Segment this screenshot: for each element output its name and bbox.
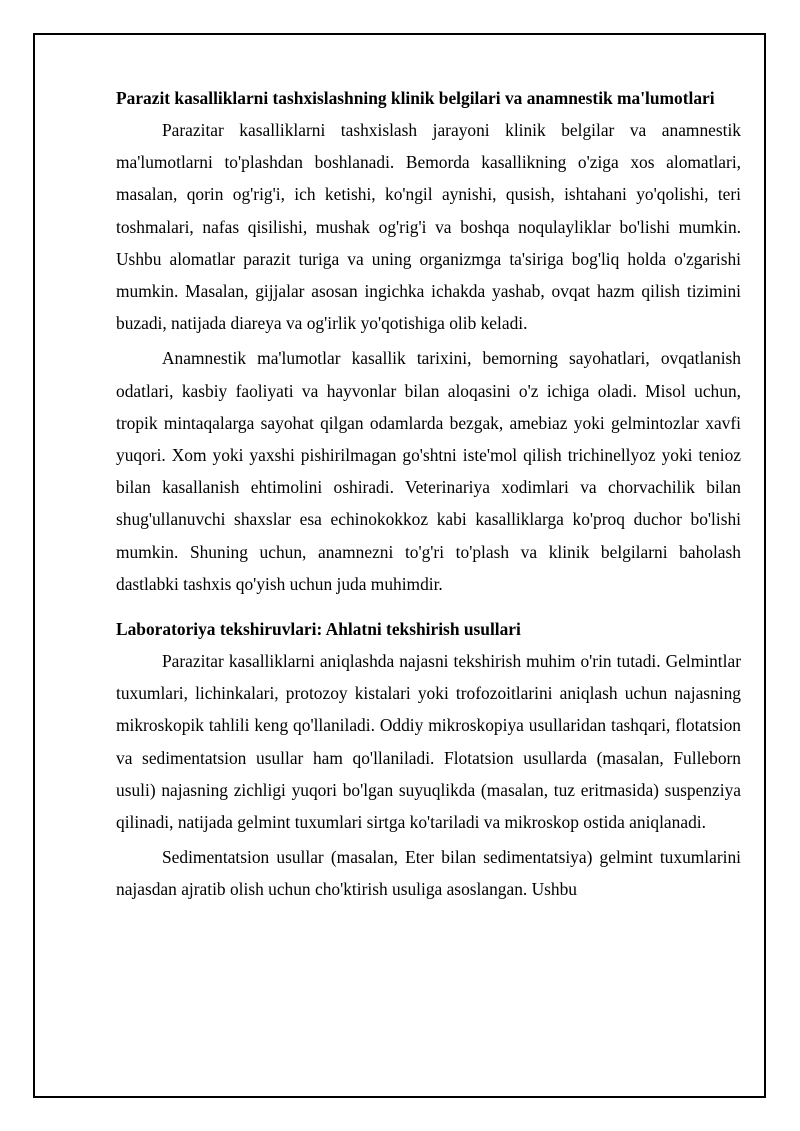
section-heading-laboratory: Laboratoriya tekshiruvlari: Ahlatni tekshirish usullari <box>116 619 521 640</box>
paragraph-anamnesis: Anamnestik ma'lumotlar kasallik tarixini, bemorning sayohatlari, ovqatlanish odatlari, kasbiy faoliyati va hayvonlar bilan aloqasini o'z ichiga oladi. Misol uchun, tropik mintaqalarga sayohat qilgan odamlarda bezgak, amebiaz yoki gelmintozlar xavfi yuqori. Xom yoki yaxshi pishirilmagan go'shtni iste'mol qilish trichinellyoz yoki tenioz bilan kasallanish ehtimolini oshiradi. Veterinariya xodimlari va chorvachilik bilan shug'ullanuvchi shaxslar esa echinokokkoz kabi kasalliklarga ko'proq duchor bo'lishi mumkin. Shuning uchun, anamnezni to'g'ri to'plash va klinik belgilarni baholash dastlabki tashxis qo'yish uchun juda muhimdir. <box>116 348 741 594</box>
section-heading-clinical: Parazit kasalliklarni tashxislashning klinik belgilari va anamnestik ma'lumotlari <box>116 88 715 108</box>
paragraph-sedimentation: Sedimentatsion usullar (masalan, Eter bilan sedimentatsiya) gelmint tuxumlarini najasdan ajratib olish uchun cho'ktirish usuliga asoslangan. Ushbu <box>116 847 741 900</box>
document-body <box>116 86 741 906</box>
paragraph-clinical-signs: Parazitar kasalliklarni tashxislash jarayoni klinik belgilar va anamnestik ma'lumotlarni to'plashdan boshlanadi. Bemorda kasallikning o'ziga xos alomatlari, masalan, qorin og'rig'i, ich ketishi, ko'ngil aynishi, qusish, ishtahani yo'qolishi, teri toshmalari, nafas qisilishi, mushak og'rig'i va boshqa noqulayliklar bo'lishi mumkin. Ushbu alomatlar parazit turiga va uning organizmga ta'siriga bog'liq holda o'zgarishi mumkin. Masalan, gijjalar asosan ingichka ichakda yashab, ovqat hazm qilish tizimini buzadi, natijada diareya va og'irlik yo'qotishiga olib keladi. <box>116 120 741 334</box>
paragraph-stool-examination: Parazitar kasalliklarni aniqlashda najasni tekshirish muhim o'rin tutadi. Gelmintlar tuxumlari, lichinkalari, protozoy kistalari yoki trofozoitlarini aniqlash uchun najasning mikroskopik tahlili keng qo'llaniladi. Oddiy mikroskopiya usullaridan tashqari, flotatsion va sedimentatsion usullar ham qo'llaniladi. Flotatsion usullarda (masalan, Fulleborn usuli) najasning zichligi yuqori bo'lgan suyuqlikda (masalan, tuz eritmasida) suspenziya qilinadi, natijada gelmint tuxumlari sirtga ko'tariladi va mikroskop ostida aniqlanadi. <box>116 651 741 833</box>
